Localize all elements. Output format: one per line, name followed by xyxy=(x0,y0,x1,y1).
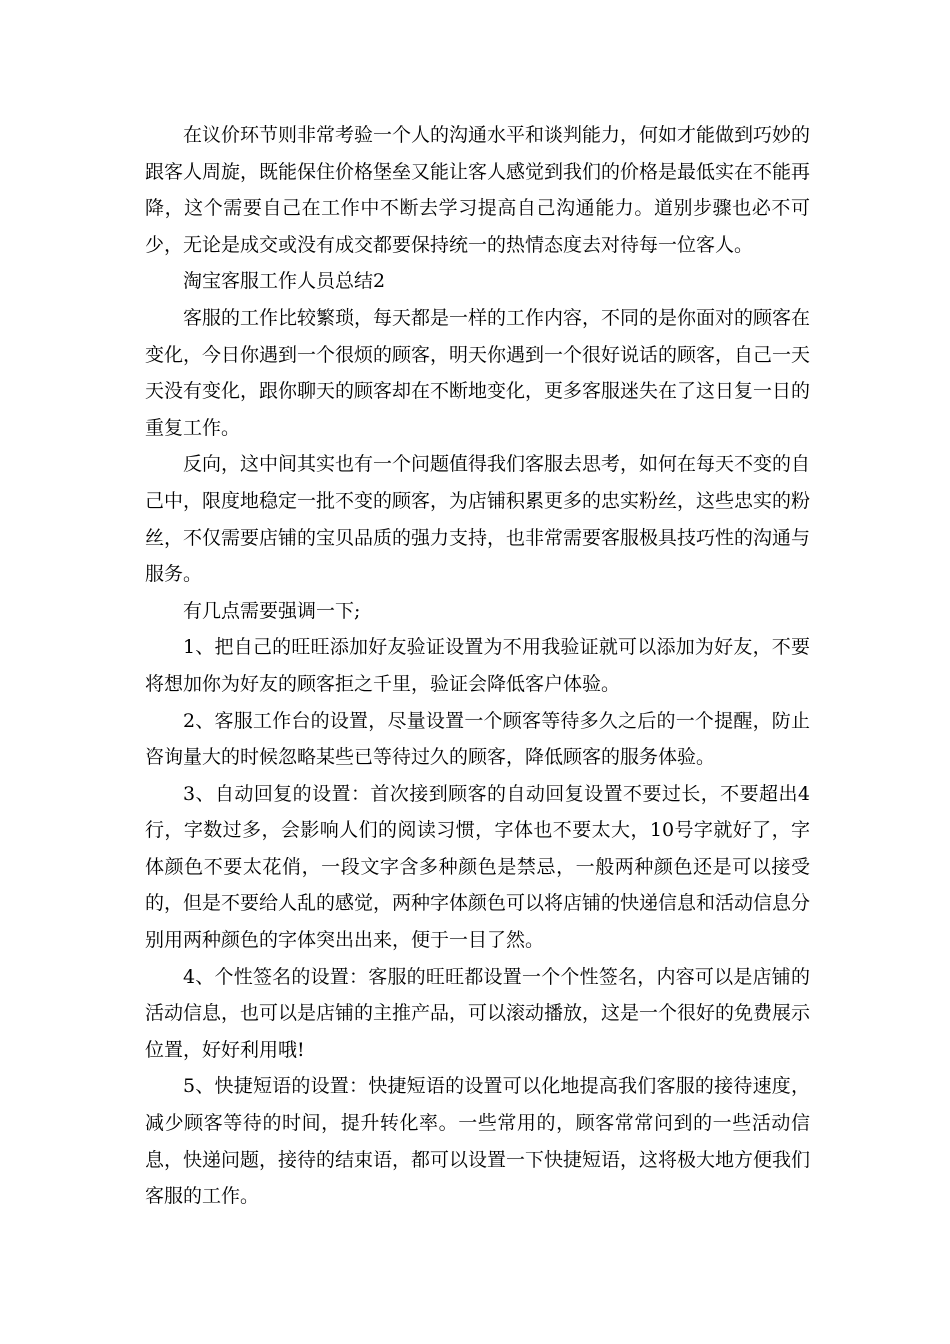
list-item-5: 5、快捷短语的设置：快捷短语的设置可以化地提高我们客服的接待速度，减少顾客等待的时间，提升转化率。一些常用的，顾客常常问到的一些活动信息，快递问题，接待的结束语，都可以设置一下快捷短语，这将极大地方便我们客服的工作。 xyxy=(145,1075,811,1208)
section-heading: 淘宝客服工作人员总结2 xyxy=(183,270,386,293)
paragraph-key-points-intro: 有几点需要强调一下; xyxy=(183,599,361,622)
list-item-3: 3、自动回复的设置：首次接到顾客的自动回复设置不要过长，不要超出4行，字数过多，会影响人们的阅读习惯，字体也不要太大，10号字就好了，字体颜色不要太花俏，一段文字含多种颜色是禁忌，一般两种颜色还是可以接受的，但是不要给人乱的感觉，两种字体颜色可以将店铺的快递信息和活动信息分别用两种颜色的字体突出出来，便于一目了然。 xyxy=(145,782,811,952)
paragraph-repetitive-work: 客服的工作比较繁琐，每天都是一样的工作内容，不同的是你面对的顾客在变化，今日你遇到一个很烦的顾客，明天你遇到一个很好说话的顾客，自己一天天没有变化，跟你聊天的顾客却在不断地变化，更多客服迷失在了这日复一日的重复工作。 xyxy=(145,306,811,439)
paragraph-loyal-customers: 反向，这中间其实也有一个问题值得我们客服去思考，如何在每天不变的自己中，限度地稳定一批不变的顾客，为店铺积累更多的忠实粉丝，这些忠实的粉丝，不仅需要店铺的宝贝品质的强力支持，也非常需要客服极具技巧性的沟通与服务。 xyxy=(145,453,811,586)
document-body xyxy=(145,117,810,1215)
paragraph-bargaining: 在议价环节则非常考验一个人的沟通水平和谈判能力，何如才能做到巧妙的跟客人周旋，既能保住价格堡垒又能让客人感觉到我们的价格是最低实在不能再降，这个需要自己在工作中不断去学习提高自己沟通能力。道别步骤也必不可少，无论是成交或没有成交都要保持统一的热情态度去对待每一位客人。 xyxy=(145,124,811,256)
list-item-1: 1、把自己的旺旺添加好友验证设置为不用我验证就可以添加为好友，不要将想加你为好友的顾客拒之千里，验证会降低客户体验。 xyxy=(145,636,810,695)
list-item-4: 4、个性签名的设置：客服的旺旺都设置一个个性签名，内容可以是店铺的活动信息，也可以是店铺的主推产品，可以滚动播放，这是一个很好的免费展示位置，好好利用哦! xyxy=(145,965,811,1061)
list-item-2: 2、客服工作台的设置，尽量设置一个顾客等待多久之后的一个提醒，防止咨询量大的时候忽略某些已等待过久的顾客，降低顾客的服务体验。 xyxy=(145,709,810,769)
